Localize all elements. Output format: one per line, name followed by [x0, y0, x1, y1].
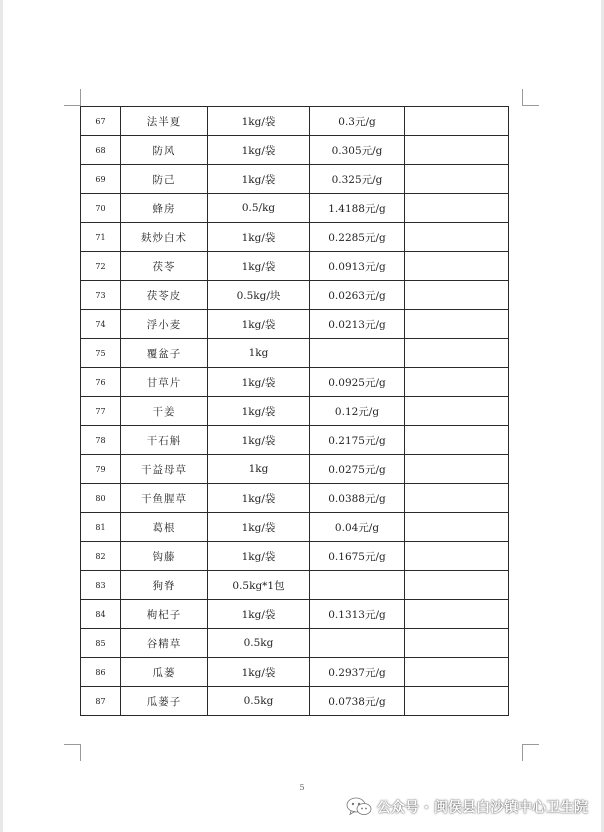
remark-cell	[405, 165, 509, 194]
unit-price-cell: 0.2937元/g	[310, 658, 405, 687]
table-row	[81, 658, 509, 687]
herb-name-cell: 干鱼腥草	[121, 484, 208, 513]
remark-cell	[405, 339, 509, 368]
remark-cell	[405, 658, 509, 687]
remark-cell	[405, 484, 509, 513]
table-row	[81, 310, 509, 339]
crop-mark-bottom-right	[522, 744, 539, 761]
remark-cell	[405, 571, 509, 600]
package-spec-cell: 1kg/袋	[208, 165, 310, 194]
herb-name-cell: 浮小麦	[121, 310, 208, 339]
package-spec-cell: 1kg/袋	[208, 513, 310, 542]
package-spec-cell: 1kg/袋	[208, 310, 310, 339]
table-row	[81, 397, 509, 426]
herb-name-cell: 麸炒白术	[121, 223, 208, 252]
remark-cell	[405, 368, 509, 397]
remark-cell	[405, 310, 509, 339]
table-row	[81, 600, 509, 629]
remark-cell	[405, 542, 509, 571]
remark-cell	[405, 107, 509, 136]
table-row	[81, 368, 509, 397]
unit-price-cell: 0.12元/g	[310, 397, 405, 426]
package-spec-cell: 1kg/袋	[208, 136, 310, 165]
row-number-cell: 84	[81, 600, 121, 629]
unit-price-cell: 0.0263元/g	[310, 281, 405, 310]
table-row	[81, 194, 509, 223]
remark-cell	[405, 252, 509, 281]
table-row	[81, 107, 509, 136]
remark-cell	[405, 687, 509, 716]
unit-price-cell: 0.0913元/g	[310, 252, 405, 281]
package-spec-cell: 1kg/袋	[208, 542, 310, 571]
row-number-cell: 80	[81, 484, 121, 513]
row-number-cell: 81	[81, 513, 121, 542]
row-number-cell: 73	[81, 281, 121, 310]
herb-name-cell: 甘草片	[121, 368, 208, 397]
package-spec-cell: 0.5kg	[208, 687, 310, 716]
row-number-cell: 69	[81, 165, 121, 194]
remark-cell	[405, 136, 509, 165]
package-spec-cell: 0.5kg*1包	[208, 571, 310, 600]
table-row	[81, 136, 509, 165]
herb-name-cell: 蜂房	[121, 194, 208, 223]
remark-cell	[405, 513, 509, 542]
herb-name-cell: 防己	[121, 165, 208, 194]
row-number-cell: 76	[81, 368, 121, 397]
remark-cell	[405, 223, 509, 252]
table-row	[81, 252, 509, 281]
package-spec-cell: 1kg	[208, 455, 310, 484]
herb-name-cell: 钩藤	[121, 542, 208, 571]
unit-price-cell: 0.3元/g	[310, 107, 405, 136]
herb-name-cell: 茯苓皮	[121, 281, 208, 310]
herb-name-cell: 瓜蒌子	[121, 687, 208, 716]
row-number-cell: 85	[81, 629, 121, 658]
remark-cell	[405, 426, 509, 455]
table-row	[81, 629, 509, 658]
table-row	[81, 455, 509, 484]
row-number-cell: 77	[81, 397, 121, 426]
herb-name-cell: 狗脊	[121, 571, 208, 600]
remark-cell	[405, 455, 509, 484]
package-spec-cell: 1kg/袋	[208, 252, 310, 281]
row-number-cell: 67	[81, 107, 121, 136]
package-spec-cell: 0.5kg/块	[208, 281, 310, 310]
unit-price-cell: 0.1675元/g	[310, 542, 405, 571]
package-spec-cell: 1kg	[208, 339, 310, 368]
herb-name-cell: 葛根	[121, 513, 208, 542]
unit-price-cell: 0.305元/g	[310, 136, 405, 165]
unit-price-cell: 0.0213元/g	[310, 310, 405, 339]
herb-name-cell: 瓜蒌	[121, 658, 208, 687]
table-row	[81, 513, 509, 542]
herb-name-cell: 防风	[121, 136, 208, 165]
package-spec-cell: 0.5kg	[208, 629, 310, 658]
row-number-cell: 74	[81, 310, 121, 339]
crop-mark-top-right	[522, 89, 539, 106]
row-number-cell: 79	[81, 455, 121, 484]
package-spec-cell: 1kg/袋	[208, 107, 310, 136]
package-spec-cell: 1kg/袋	[208, 600, 310, 629]
remark-cell	[405, 600, 509, 629]
row-number-cell: 68	[81, 136, 121, 165]
package-spec-cell: 0.5/kg	[208, 194, 310, 223]
package-spec-cell: 1kg/袋	[208, 658, 310, 687]
unit-price-cell: 0.0925元/g	[310, 368, 405, 397]
herb-name-cell: 干姜	[121, 397, 208, 426]
unit-price-cell: 0.2175元/g	[310, 426, 405, 455]
table-row	[81, 484, 509, 513]
unit-price-cell	[310, 629, 405, 658]
table-row	[81, 339, 509, 368]
table-row	[81, 571, 509, 600]
page-edge-left	[0, 0, 3, 832]
herb-name-cell: 法半夏	[121, 107, 208, 136]
unit-price-cell	[310, 339, 405, 368]
remark-cell	[405, 281, 509, 310]
row-number-cell: 86	[81, 658, 121, 687]
row-number-cell: 71	[81, 223, 121, 252]
watermark-text: 公众号 · 闽侯县白沙镇中心卫生院	[376, 800, 588, 816]
unit-price-cell: 1.4188元/g	[310, 194, 405, 223]
row-number-cell: 87	[81, 687, 121, 716]
unit-price-cell: 0.0738元/g	[310, 687, 405, 716]
table-row	[81, 687, 509, 716]
herb-name-cell: 谷精草	[121, 629, 208, 658]
row-number-cell: 70	[81, 194, 121, 223]
remark-cell	[405, 397, 509, 426]
herb-price-table	[80, 106, 509, 716]
table-row	[81, 165, 509, 194]
package-spec-cell: 1kg/袋	[208, 397, 310, 426]
unit-price-cell: 0.0388元/g	[310, 484, 405, 513]
unit-price-cell: 0.04元/g	[310, 513, 405, 542]
table-row	[81, 281, 509, 310]
unit-price-cell: 0.1313元/g	[310, 600, 405, 629]
unit-price-cell: 0.0275元/g	[310, 455, 405, 484]
herb-name-cell: 茯苓	[121, 252, 208, 281]
watermark	[346, 797, 588, 817]
herb-name-cell: 干石斛	[121, 426, 208, 455]
unit-price-cell: 0.2285元/g	[310, 223, 405, 252]
crop-mark-bottom-left	[64, 744, 81, 761]
package-spec-cell: 1kg/袋	[208, 223, 310, 252]
row-number-cell: 82	[81, 542, 121, 571]
table-body	[81, 107, 509, 716]
package-spec-cell: 1kg/袋	[208, 484, 310, 513]
page-number: 5	[299, 783, 305, 792]
row-number-cell: 75	[81, 339, 121, 368]
herb-name-cell: 覆盆子	[121, 339, 208, 368]
package-spec-cell: 1kg/袋	[208, 368, 310, 397]
remark-cell	[405, 629, 509, 658]
crop-mark-top-left	[64, 89, 81, 106]
unit-price-cell: 0.325元/g	[310, 165, 405, 194]
table-row	[81, 426, 509, 455]
remark-cell	[405, 194, 509, 223]
table-row	[81, 542, 509, 571]
herb-name-cell: 干益母草	[121, 455, 208, 484]
table-row	[81, 223, 509, 252]
row-number-cell: 72	[81, 252, 121, 281]
row-number-cell: 83	[81, 571, 121, 600]
wechat-icon	[346, 797, 372, 817]
row-number-cell: 78	[81, 426, 121, 455]
herb-name-cell: 枸杞子	[121, 600, 208, 629]
package-spec-cell: 1kg/袋	[208, 426, 310, 455]
unit-price-cell	[310, 571, 405, 600]
